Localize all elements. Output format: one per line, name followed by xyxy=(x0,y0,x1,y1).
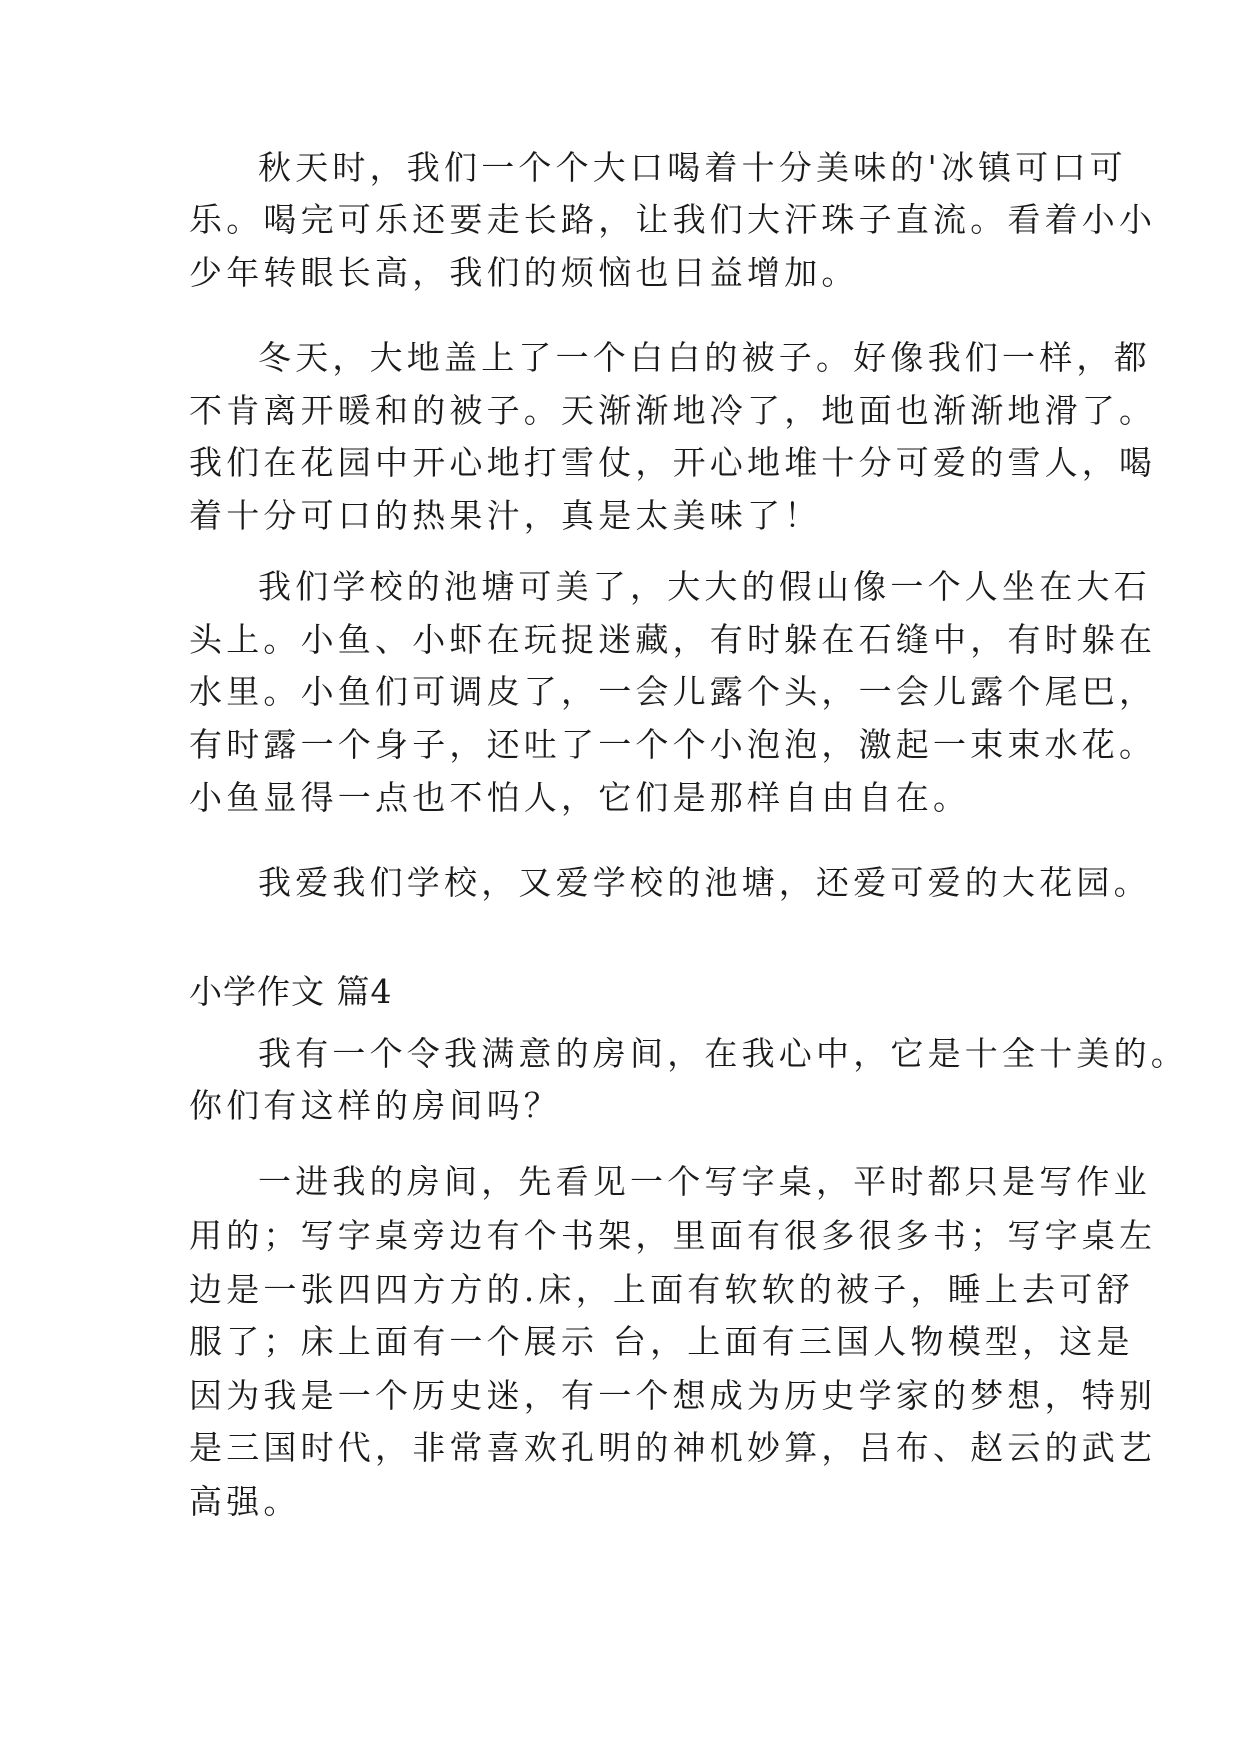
paragraph-line: 我们在花园中开心地打雪仗，开心地堆十分可爱的雪人，喝 xyxy=(189,443,1157,482)
paragraph-line: 你们有这样的房间吗？ xyxy=(189,1086,561,1125)
paragraph-line: 我爱我们学校，又爱学校的池塘，还爱可爱的大花园。 xyxy=(258,863,1151,902)
paragraph-line: 服了；床上面有一个展示 台，上面有三国人物模型，这是 xyxy=(189,1322,1134,1361)
paragraph-line: 水里。小鱼们可调皮了，一会儿露个头，一会儿露个尾巴， xyxy=(189,672,1157,711)
paragraph-line: 边是一张四四方方的.床，上面有软软的被子，睡上去可舒 xyxy=(189,1270,1134,1309)
paragraph-line: 头上。小鱼、小虾在玩捉迷藏，有时躲在石缝中，有时躲在 xyxy=(189,620,1157,659)
paragraph-line: 一进我的房间，先看见一个写字桌，平时都只是写作业 xyxy=(258,1162,1151,1201)
paragraph-line: 不肯离开暖和的被子。天渐渐地冷了，地面也渐渐地滑了。 xyxy=(189,391,1157,430)
paragraph-line: 我们学校的池塘可美了，大大的假山像一个人坐在大石 xyxy=(258,567,1151,606)
paragraph-line: 着十分可口的热果汁，真是太美味了！ xyxy=(189,496,822,535)
paragraph-line: 高强。 xyxy=(189,1482,301,1521)
paragraph-line: 小鱼显得一点也不怕人，它们是那样自由自在。 xyxy=(189,778,971,817)
paragraph-line: 是三国时代，非常喜欢孔明的神机妙算，吕布、赵云的武艺 xyxy=(189,1428,1157,1467)
paragraph-line: 少年转眼长高，我们的烦恼也日益增加。 xyxy=(189,253,859,292)
section-heading: 小学作文 篇4 xyxy=(189,972,393,1011)
paragraph-line: 用的；写字桌旁边有个书架，里面有很多很多书；写字桌左 xyxy=(189,1216,1157,1255)
paragraph-line: 秋天时，我们一个个大口喝着十分美味的'冰镇可口可 xyxy=(258,148,1127,187)
paragraph-line: 我有一个令我满意的房间，在我心中，它是十全十美的。 xyxy=(258,1034,1188,1073)
paragraph-line: 有时露一个身子，还吐了一个个小泡泡，激起一束束水花。 xyxy=(189,725,1157,764)
paragraph-line: 乐。喝完可乐还要走长路，让我们大汗珠子直流。看着小小 xyxy=(189,200,1157,239)
paragraph-line: 冬天，大地盖上了一个白白的被子。好像我们一样，都 xyxy=(258,338,1151,377)
paragraph-line: 因为我是一个历史迷，有一个想成为历史学家的梦想，特别 xyxy=(189,1376,1157,1415)
